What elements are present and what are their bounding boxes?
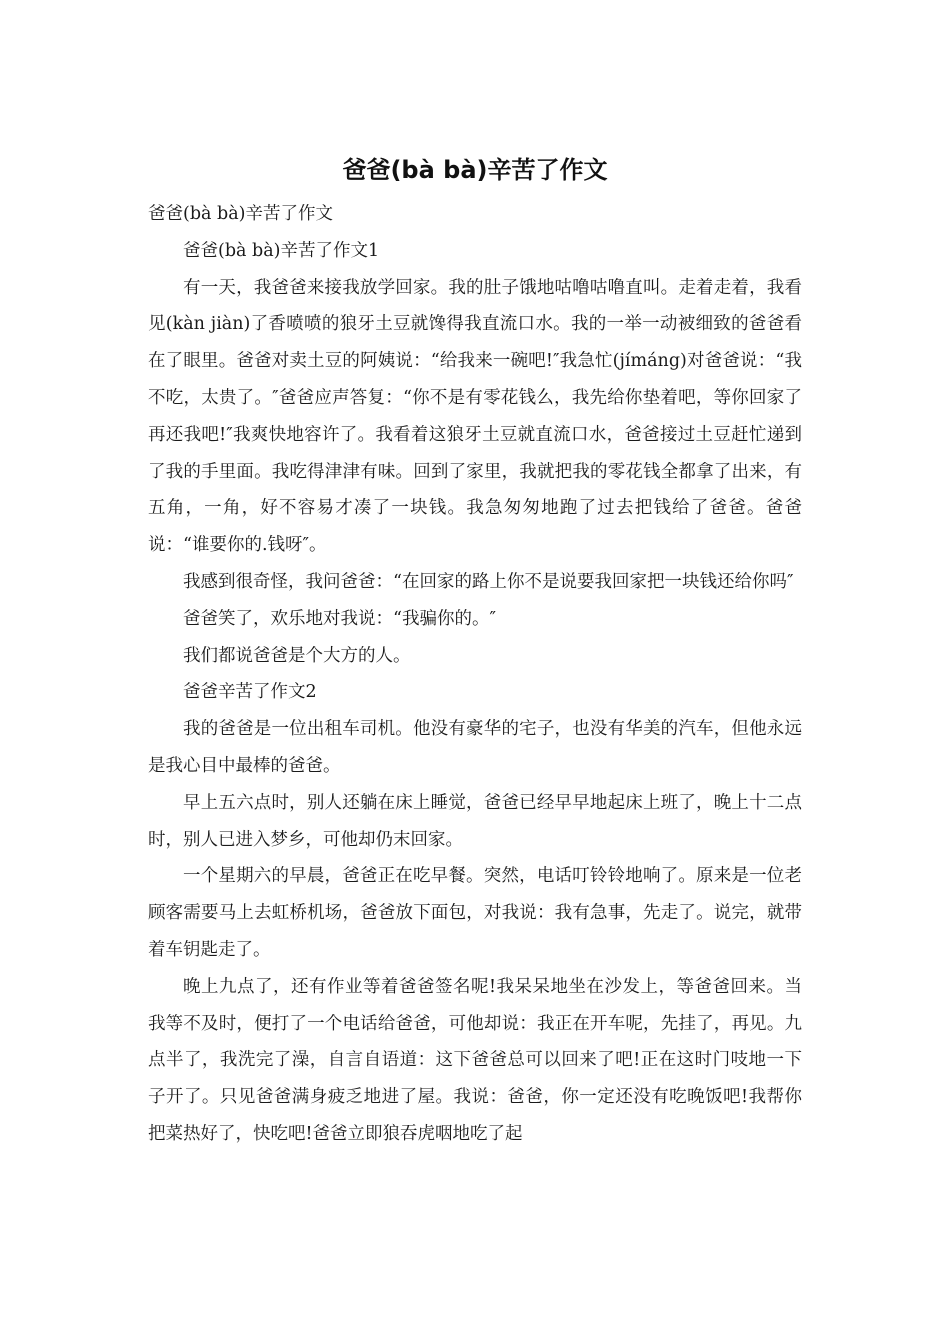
paragraph: 我们都说爸爸是个大方的人。 bbox=[183, 645, 411, 666]
paragraph: 我感到很奇怪，我问爸爸：“在回家的路上你不是说要我回家把一块钱还给你吗″ bbox=[183, 571, 794, 592]
paragraph: 爸爸笑了，欢乐地对我说：“我骗你的。″ bbox=[183, 608, 496, 629]
section-heading-2: 爸爸辛苦了作文2 bbox=[183, 682, 317, 703]
paragraph: 有一天，我爸爸来接我放学回家。我的肚子饿地咕噜咕噜直叫。走着走着，我看见(kàn jiàn)了香喷喷的狼牙土豆就馋得我直流口水。我的一举一动被细致的爸爸看在了眼里。爸爸对卖土豆的阿姨说：“给我来一碗吧!″我急忙(jímáng)对爸爸说：“我不吃，太贵了。″爸爸应声答复：“你不是有零花钱么，我先给你垫着吧，等你回家了再还我吧!″我爽快地容许了。我看着这狼牙土豆就直流口水，爸爸接过土豆赶忙递到了我的手里面。我吃得津津有味。回到了家里，我就把我的零花钱全都拿了出来，有五角，一角，好不容易才凑了一块钱。我急匆匆地跑了过去把钱给了爸爸。爸爸说：“谁要你的.钱呀″。 bbox=[148, 277, 802, 556]
document-body bbox=[148, 196, 802, 1153]
paragraph: 晚上九点了，还有作业等着爸爸签名呢!我呆呆地坐在沙发上，等爸爸回来。当我等不及时，便打了一个电话给爸爸，可他却说：我正在开车呢，先挂了，再见。九点半了，我洗完了澡，自言自语道：这下爸爸总可以回来了吧!正在这时门吱地一下子开了。只见爸爸满身疲乏地进了屋。我说：爸爸，你一定还没有吃晚饭吧!我帮你把菜热好了，快吃吧!爸爸立即狼吞虎咽地吃了起 bbox=[148, 976, 802, 1144]
document-title: 爸爸(bà bà)辛苦了作文 bbox=[342, 156, 608, 184]
paragraph-subtitle: 爸爸(bà bà)辛苦了作文 bbox=[148, 204, 333, 224]
paragraph: 我的爸爸是一位出租车司机。他没有豪华的宅子，也没有华美的汽车，但他永远是我心目中最棒的爸爸。 bbox=[148, 719, 802, 776]
section-heading-1: 爸爸(bà bà)辛苦了作文1 bbox=[183, 240, 380, 261]
paragraph: 一个星期六的早晨，爸爸正在吃早餐。突然，电话叮铃铃地响了。原来是一位老顾客需要马上去虹桥机场，爸爸放下面包，对我说：我有急事，先走了。说完，就带着车钥匙走了。 bbox=[148, 866, 802, 960]
paragraph: 早上五六点时，别人还躺在床上睡觉，爸爸已经早早地起床上班了，晚上十二点时，别人已进入梦乡，可他却仍末回家。 bbox=[148, 792, 802, 850]
